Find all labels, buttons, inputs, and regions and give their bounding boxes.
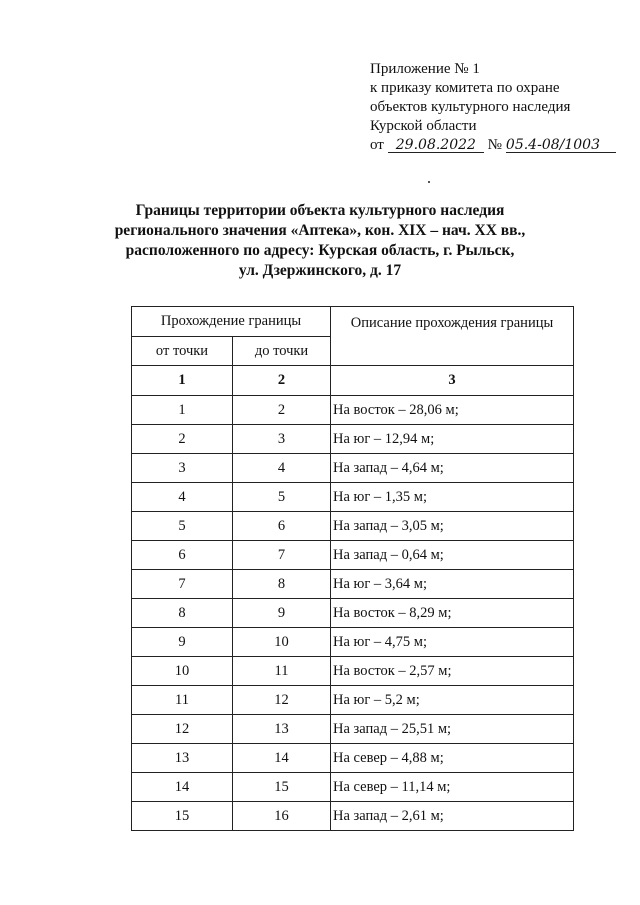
table-row — [132, 454, 574, 483]
region-name: Курской области — [370, 118, 477, 134]
description-header: Описание прохождения границы — [331, 307, 574, 366]
from-point-cell: 4 — [132, 483, 233, 512]
title-line: расположенного по адресу: Курская область, г. Рыльск, — [125, 242, 515, 259]
table-row — [132, 657, 574, 686]
description-cell: На запад – 3,05 м; — [331, 512, 574, 541]
description-cell: На юг – 12,94 м; — [331, 425, 574, 454]
appendix-header — [370, 60, 616, 155]
description-cell: На запад – 2,61 м; — [331, 802, 574, 831]
description-cell: На юг – 4,75 м; — [331, 628, 574, 657]
from-point-cell: 3 — [132, 454, 233, 483]
handwritten-number: 05.4-08/1003 — [506, 138, 616, 153]
title-line: ул. Дзержинского, д. 17 — [238, 262, 402, 279]
to-point-cell: 7 — [233, 541, 331, 570]
boundary-header: Прохождение границы — [132, 307, 331, 337]
title-line: Границы территории объекта культурного наследия — [135, 202, 505, 219]
from-point-cell: 11 — [132, 686, 233, 715]
to-point-cell: 10 — [233, 628, 331, 657]
title-line: регионального значения «Аптека», кон. XIX – нач. XX вв., — [114, 222, 526, 239]
description-cell: На восток – 28,06 м; — [331, 396, 574, 425]
table-row — [132, 512, 574, 541]
to-point-cell: 13 — [233, 715, 331, 744]
table-row — [132, 744, 574, 773]
table-row — [132, 541, 574, 570]
document-title — [100, 201, 540, 281]
to-point-cell: 6 — [233, 512, 331, 541]
description-cell: На запад – 4,64 м; — [331, 454, 574, 483]
description-cell: На восток – 8,29 м; — [331, 599, 574, 628]
from-point-cell: 2 — [132, 425, 233, 454]
from-point-cell: 8 — [132, 599, 233, 628]
to-point-cell: 11 — [233, 657, 331, 686]
from-point-cell: 9 — [132, 628, 233, 657]
to-point-cell: 12 — [233, 686, 331, 715]
from-point-cell: 5 — [132, 512, 233, 541]
table-row — [132, 628, 574, 657]
description-cell: На юг – 1,35 м; — [331, 483, 574, 512]
to-point-cell: 4 — [233, 454, 331, 483]
from-point-cell: 10 — [132, 657, 233, 686]
from-point-header: от точки — [132, 337, 233, 366]
description-cell: На север – 11,14 м; — [331, 773, 574, 802]
table-row — [132, 483, 574, 512]
column-number: 3 — [331, 366, 574, 396]
from-point-cell: 1 — [132, 396, 233, 425]
column-number: 2 — [233, 366, 331, 396]
order-date-number — [370, 136, 616, 155]
description-cell: На юг – 3,64 м; — [331, 570, 574, 599]
description-cell: На запад – 25,51 м; — [331, 715, 574, 744]
number-label: № — [487, 137, 502, 153]
from-point-cell: 13 — [132, 744, 233, 773]
from-point-cell: 15 — [132, 802, 233, 831]
to-point-cell: 5 — [233, 483, 331, 512]
description-cell: На восток – 2,57 м; — [331, 657, 574, 686]
description-cell: На запад – 0,64 м; — [331, 541, 574, 570]
speck — [428, 181, 430, 183]
description-cell: На юг – 5,2 м; — [331, 686, 574, 715]
to-point-cell: 8 — [233, 570, 331, 599]
boundary-table — [131, 306, 574, 831]
table-row — [132, 570, 574, 599]
order-reference: к приказу комитета по охране — [370, 80, 560, 96]
to-point-cell: 3 — [233, 425, 331, 454]
from-label: от — [370, 137, 384, 153]
column-number: 1 — [132, 366, 233, 396]
to-point-cell: 14 — [233, 744, 331, 773]
table-row — [132, 396, 574, 425]
table-row — [132, 425, 574, 454]
committee-name: объектов культурного наследия — [370, 99, 571, 115]
table-row — [132, 715, 574, 744]
table-row — [132, 773, 574, 802]
description-cell: На север – 4,88 м; — [331, 744, 574, 773]
from-point-cell: 7 — [132, 570, 233, 599]
table-row — [132, 686, 574, 715]
table-row — [132, 802, 574, 831]
handwritten-date: 29.08.2022 — [388, 138, 484, 153]
from-point-cell: 12 — [132, 715, 233, 744]
to-point-cell: 16 — [233, 802, 331, 831]
table-row — [132, 599, 574, 628]
to-point-cell: 15 — [233, 773, 331, 802]
from-point-cell: 6 — [132, 541, 233, 570]
appendix-title: Приложение № 1 — [370, 61, 480, 77]
from-point-cell: 14 — [132, 773, 233, 802]
to-point-header: до точки — [233, 337, 331, 366]
to-point-cell: 9 — [233, 599, 331, 628]
to-point-cell: 2 — [233, 396, 331, 425]
